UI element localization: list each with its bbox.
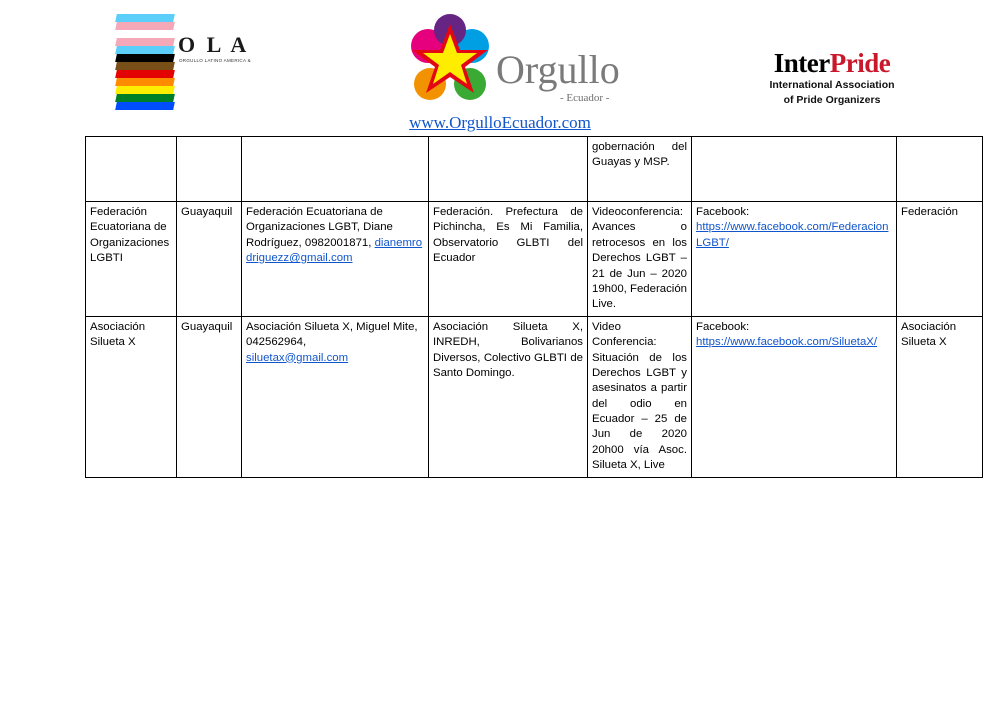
ola-flag-icon xyxy=(116,14,174,112)
interpride-logo xyxy=(742,50,922,112)
ola-wordmark: O L A xyxy=(178,32,250,57)
ola-subtitle: ORGULLO LATINO AMERICA & xyxy=(179,58,251,63)
organizations-table xyxy=(85,136,983,478)
cell-organization: Federación Ecuatoriana de Organizaciones LGBTI xyxy=(86,202,177,317)
interpride-word-pride: Pride xyxy=(829,48,891,78)
cell-activity: Videoconferencia: Avances o retrocesos en los Derechos LGBT – 21 de Jun – 2020 19h00, Federación Live. xyxy=(588,202,692,317)
facebook-link[interactable]: https://www.facebook.com/SiluetaX/ xyxy=(696,336,878,349)
document-header xyxy=(0,0,1000,132)
contact-text: Federación Ecuatoriana de Organizaciones LGBT, Diane Rodríguez, 0982001871, xyxy=(246,206,393,249)
website-url-link[interactable]: www.OrgulloEcuador.com xyxy=(409,113,591,132)
cell-contact xyxy=(242,316,429,477)
social-label: Facebook: xyxy=(696,320,750,333)
social-label: Facebook: xyxy=(696,206,750,218)
cell-contact xyxy=(242,137,429,202)
cell-city: Guayaquil xyxy=(177,316,242,477)
table-row xyxy=(86,137,983,202)
interpride-subtitle-line1: International Association xyxy=(769,79,895,91)
ola-logo xyxy=(116,14,306,114)
contact-text: Asociación Silueta X, Miguel Mite, 042562964, xyxy=(246,320,418,349)
contact-email-link[interactable]: dianemrodriguezz@gmail.com xyxy=(246,236,423,265)
cell-city xyxy=(177,137,242,202)
cell-partners xyxy=(429,137,588,202)
cell-social xyxy=(692,137,897,202)
cell-social xyxy=(692,202,897,317)
table-row xyxy=(86,316,983,477)
interpride-wordmark xyxy=(742,50,922,77)
interpride-subtitle-line2: of Pride Organizers xyxy=(783,94,881,107)
orgullo-country-label: - Ecuador - xyxy=(560,92,610,104)
cell-partners: Asociación Silueta X, INREDH, Bolivarianos Diversos, Colectivo GLBTI de Santo Domingo. xyxy=(429,316,588,477)
rainbow-star-icon xyxy=(400,10,500,110)
cell-organization: Asociación Silueta X xyxy=(86,316,177,477)
orgullo-ecuador-logo xyxy=(400,10,620,115)
table-row xyxy=(86,202,983,317)
cell-organization xyxy=(86,137,177,202)
cell-activity: Video Conferencia: Situación de los Derechos LGBT y asesinatos a partir del odio en Ecuador – 25 de Jun de 2020 20h00 vía Asoc. Silueta X, Live xyxy=(588,316,692,477)
orgullo-wordmark: Orgullo xyxy=(496,47,620,92)
cell-responsible: Federación xyxy=(897,202,983,317)
cell-city: Guayaquil xyxy=(177,202,242,317)
cell-partners: Federación. Prefectura de Pichincha, Es Mi Familia, Observatorio GLBTI del Ecuador xyxy=(429,202,588,317)
cell-responsible: Asociación Silueta X xyxy=(897,316,983,477)
facebook-link[interactable]: https://www.facebook.com/FederacionLGBT/ xyxy=(696,221,889,249)
interpride-word-inter: Inter xyxy=(773,48,830,78)
cell-activity: gobernación del Guayas y MSP. xyxy=(588,137,692,202)
cell-responsible xyxy=(897,137,983,202)
cell-contact xyxy=(242,202,429,317)
cell-social xyxy=(692,316,897,477)
contact-email-link[interactable]: siluetax@gmail.com xyxy=(246,351,349,364)
